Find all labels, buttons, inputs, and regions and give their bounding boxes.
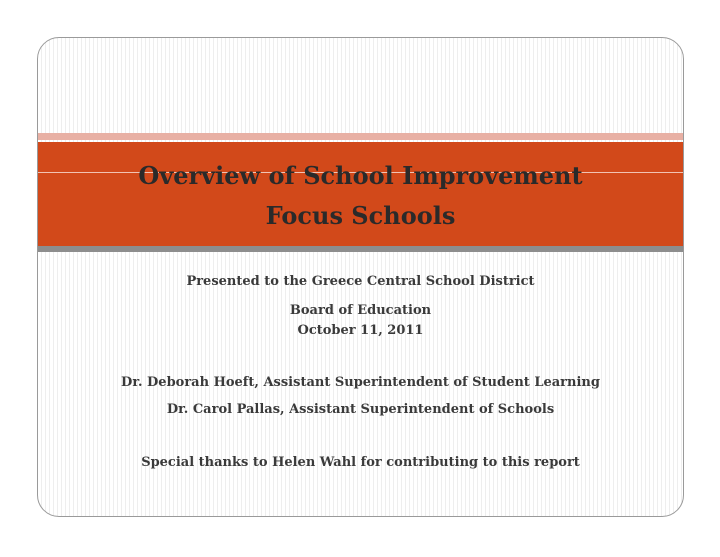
presenter-1-text: Dr. Deborah Hoeft, Assistant Superintendent of Student Learning <box>121 375 600 390</box>
title-line-2: Focus Schools <box>265 201 456 230</box>
slide-title <box>38 156 683 236</box>
board-text: Board of Education <box>289 303 432 318</box>
slide-frame <box>37 37 684 517</box>
title-line-1: Overview of School Improvement <box>138 161 583 190</box>
thanks-text: Special thanks to Helen Wahl for contributing to this report <box>141 455 580 470</box>
date-text: October 11, 2011 <box>297 323 424 338</box>
accent-band-top <box>38 133 683 140</box>
presented-to-text: Presented to the Greece Central School District <box>186 274 535 289</box>
presenter-2-text: Dr. Carol Pallas, Assistant Superintendent of Schools <box>166 402 555 417</box>
accent-band-bottom <box>38 246 683 252</box>
